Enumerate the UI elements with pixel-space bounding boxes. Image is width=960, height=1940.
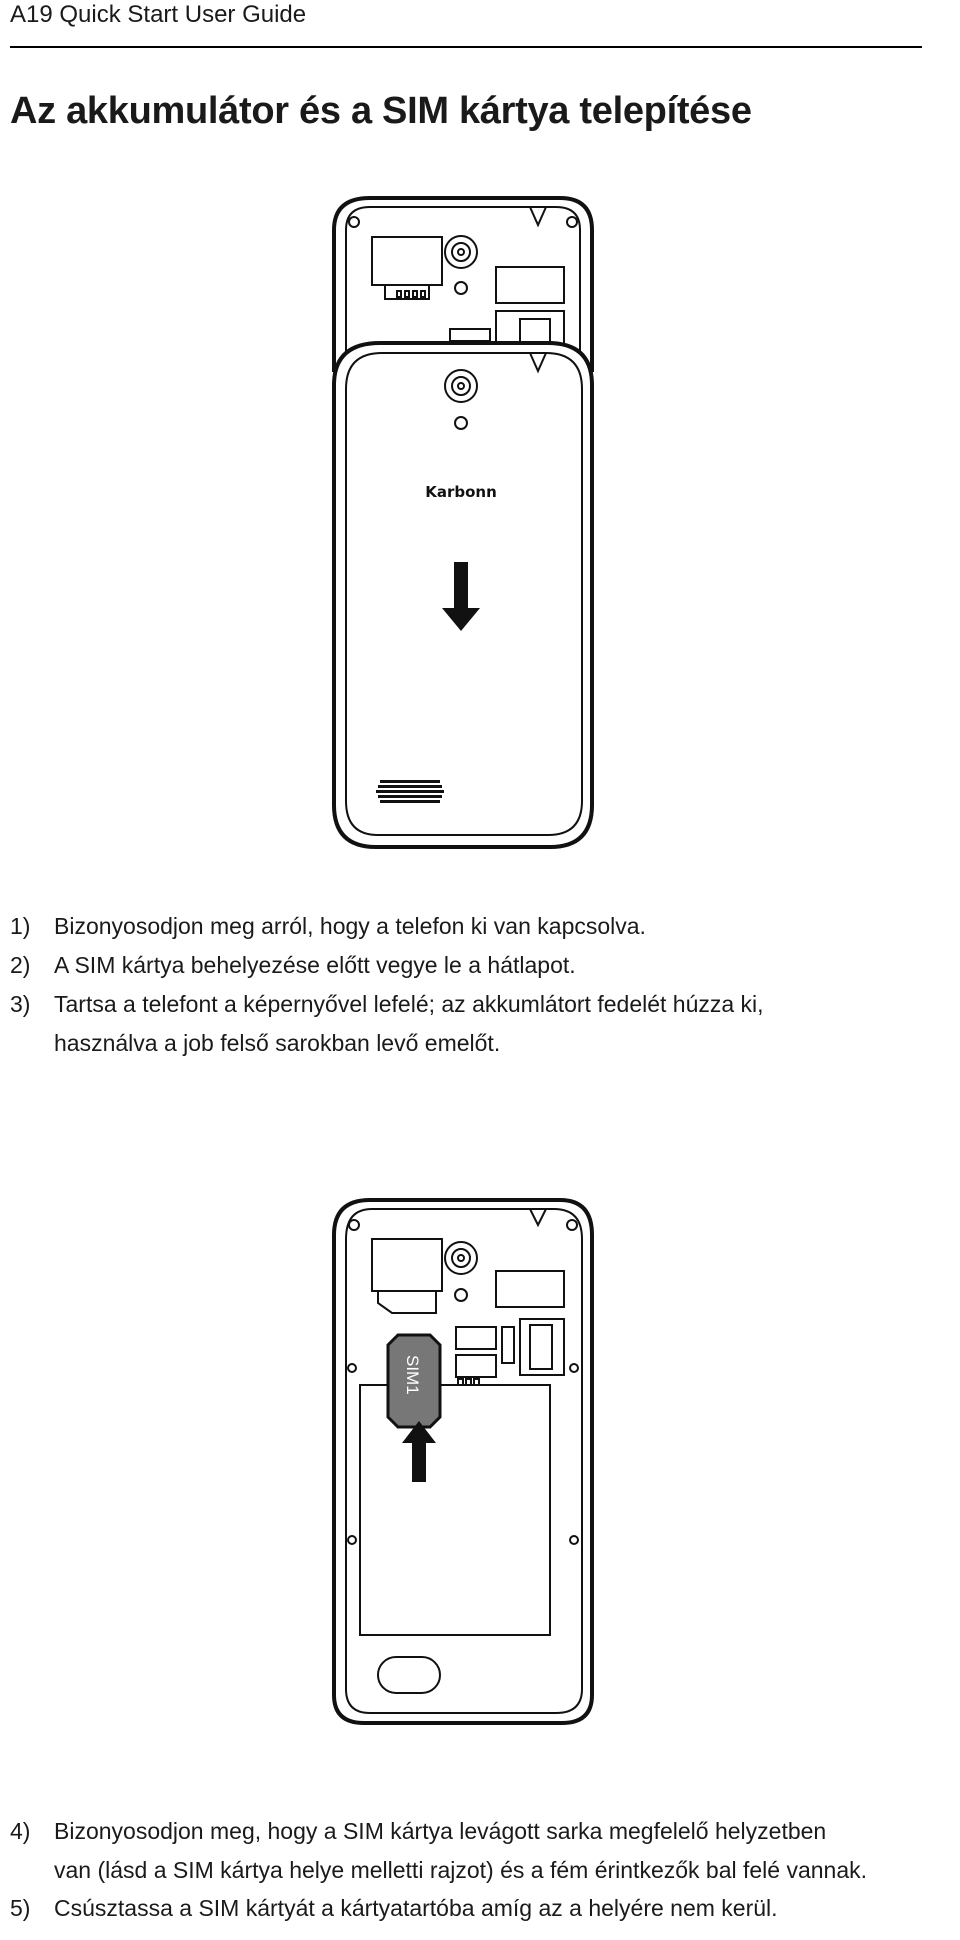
arrow-up-icon — [402, 1421, 436, 1482]
steps-list-2 — [10, 1818, 960, 1933]
list-item: 1) Bizonyosodjon meg arról, hogy a telefon ki van kapcsolva. — [10, 913, 646, 939]
sim-label: SIM1 — [403, 1355, 422, 1395]
list-item: 2) A SIM kártya behelyezése előtt vegye le a hátlapot. — [10, 952, 576, 978]
steps-list-1 — [10, 913, 960, 1069]
phone-internals — [346, 1209, 582, 1713]
page-title: Az akkumulátor és a SIM kártya telepítése — [10, 90, 752, 132]
brand-logo: Karbonn — [425, 483, 497, 501]
page-header: A19 Quick Start User Guide — [10, 1, 307, 28]
list-item: 5) Csúsztassa a SIM kártyát a kártyatartóba amíg az a helyére nem kerül. — [10, 1895, 778, 1921]
list-item: 4) Bizonyosodjon meg, hogy a SIM kártya levágott sarka megfelelő helyzetben van (lásd a SIM kártya helye melletti rajzot) és a fém érintkezők bal felé vannak. — [10, 1818, 868, 1883]
header-divider — [10, 46, 922, 48]
list-item: 3) Tartsa a telefont a képernyővel lefelé; az akkumlátort fedelét húzza ki, használva a job felső sarokban levő emelőt. — [10, 991, 764, 1056]
figure-remove-back-cover — [0, 195, 960, 855]
figure-insert-sim — [0, 1195, 960, 1735]
